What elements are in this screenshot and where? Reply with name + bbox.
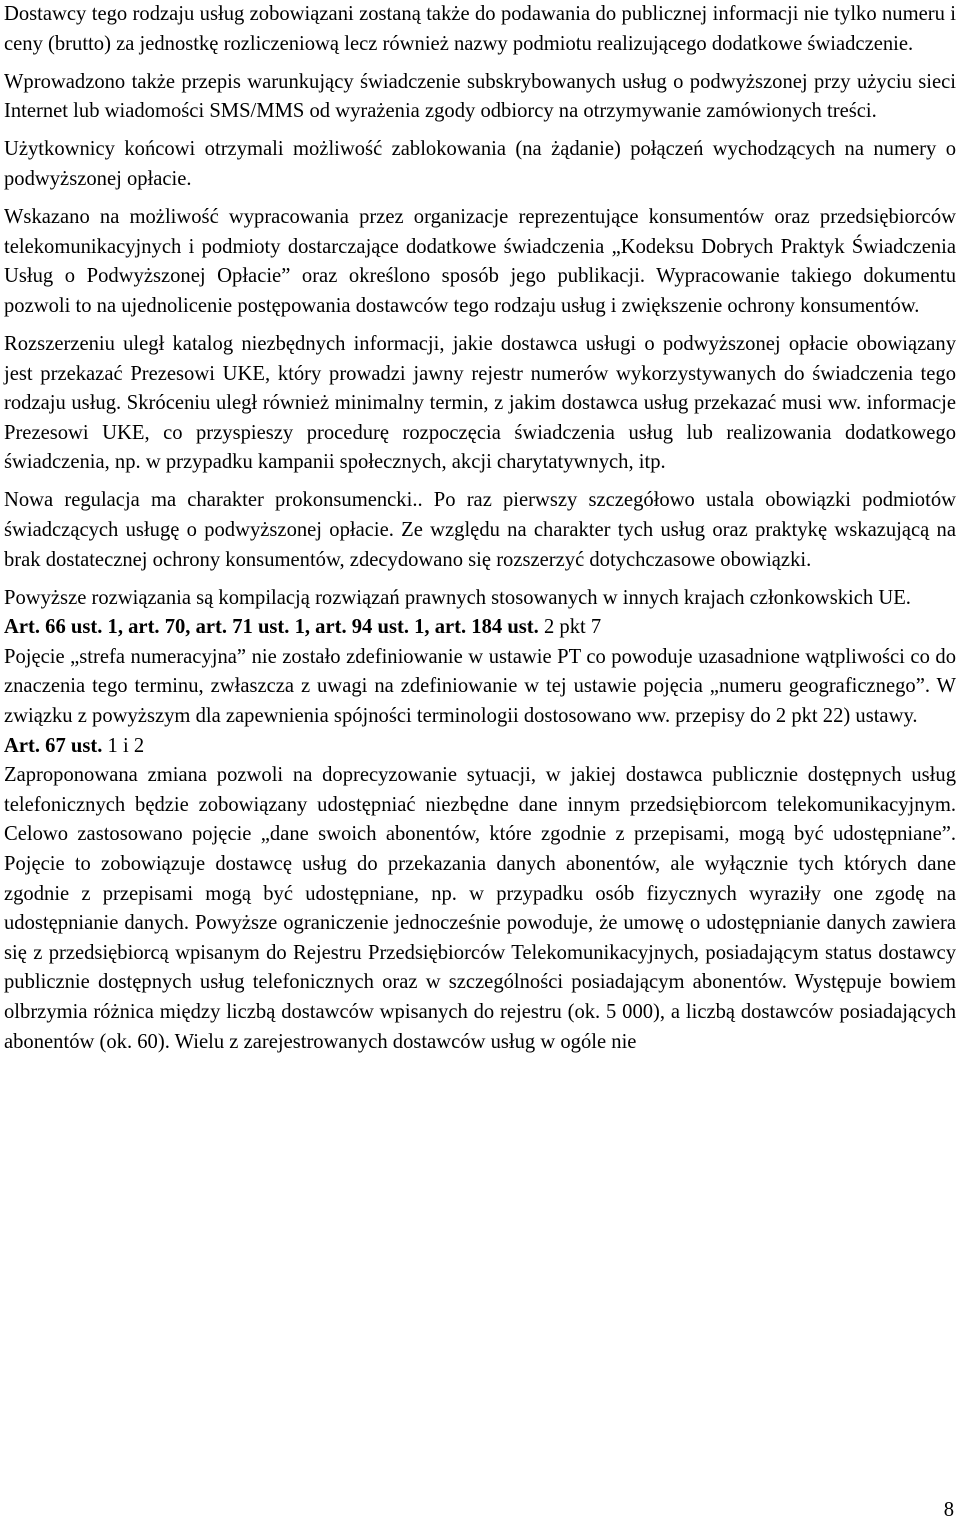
document-page [4, 0, 956, 1057]
paragraph-code-of-practice: Wskazano na możliwość wypracowania przez organizacje reprezentujące konsumentów oraz przedsiębiorców telekomunikacyjnych i podmioty dostarczające dodatkowe świadczenia „Kodeksu Dobrych Praktyk Świadczenia Usług o Podwyższonej Opłacie” oraz określono sposób jego publikacji. Wypracowanie takiego dokumentu pozwoli to na ujednolicenie postępowania dostawców tego rodzaju usług i zwiększenie ochrony konsumentów. [4, 206, 956, 317]
section-heading-art-67 [4, 732, 956, 762]
paragraph-subscription-consent: Wprowadzono także przepis warunkujący świadczenie subskrybowanych usług o podwyższonej przy użyciu sieci Internet lub wiadomości SMS/MMS od wyrażenia zgody odbiorcy na otrzymywanie zamówionych treści. [4, 70, 956, 123]
section-heading-art-67-rest: 1 i 2 [102, 734, 145, 757]
section-heading-art-66-bold: Art. 66 ust. 1, art. 70, art. 71 ust. 1, art. 94 ust. 1, art. 184 ust. [4, 616, 539, 639]
paragraph-numbering-zone: Pojęcie „strefa numeracyjna” nie zostało zdefiniowanie w ustawie PT co powoduje uzasadnione wątpliwości co do znaczenia tego terminu, zwłaszcza z uwagi na zdefiniowanie w tej ustawie pojęcia „numeru geograficznego”. W związku z powyższym dla zapewnienia spójności terminologii dostosowano ww. przepisy do 2 pkt 22) ustawy. [4, 645, 956, 728]
paragraph-call-blocking: Użytkownicy końcowi otrzymali możliwość zablokowania (na żądanie) połączeń wychodzących na numery o podwyższonej opłacie. [4, 138, 956, 190]
paragraph-subscriber-data: Zaproponowana zmiana pozwoli na doprecyzowanie sytuacji, w jakiej dostawca publicznie dostępnych usług telefonicznych będzie zobowiązany udostępniać niezbędne dane innym przedsiębiorcom telekomunikacyjnym. Celowo zastosowano pojęcie „dane swoich abonentów, które zgodnie z przepisami, mogą być udostępniane”. Pojęcie to zobowiązuje dostawcę usług do przekazania danych abonentów, ale wyłącznie tych których dane zgodnie z przepisami mogą być udostępniane, np. w przypadku osób fizycznych wyraziły one zgodę na udostępnianie danych. Powyższe ograniczenie jednocześnie powoduje, że umowę o udostępnianie danych zawiera się z przedsiębiorcą wpisanym do Rejestru Przedsiębiorców Telekomunikacyjnych, posiadającym status dostawcy publicznie dostępnych usług telefonicznych oraz w szczególności posiadającym abonentów. Występuje bowiem olbrzymia różnica między liczbą dostawców wpisanych do rejestru (ok. 5 000), a liczbą dostawców posiadających abonentów (ok. 60). Wielu z zarejestrowanych dostawców usług w ogóle nie [4, 764, 956, 1053]
section-heading-art-67-bold: Art. 67 ust. [4, 734, 103, 757]
section-heading-art-66 [4, 613, 956, 643]
page-number: 8 [943, 1499, 954, 1521]
paragraph-eu-compilation: Powyższe rozwiązania są kompilacją rozwiązań prawnych stosowanych w innych krajach członkowskich UE. [4, 586, 911, 609]
section-heading-art-66-rest: 2 pkt 7 [538, 616, 602, 639]
paragraph-uke-register: Rozszerzeniu uległ katalog niezbędnych informacji, jakie dostawca usługi o podwyższonej opłacie obowiązany jest przekazać Prezesowi UKE, który prowadzi jawny rejestr numerów wykorzystywanych do świadczenia tego rodzaju usług. Skróceniu uległ również minimalny termin, z jakim dostawca usług przekazać musi ww. informacje Prezesowi UKE, co przyspieszy procedurę rozpoczęcia świadczenia usług lub realizowania dodatkowego świadczenia, np. w przypadku kampanii społecznych, akcji charytatywnych, itp. [4, 332, 956, 474]
paragraph-service-providers-info: Dostawcy tego rodzaju usług zobowiązani zostaną także do podawania do publicznej informacji nie tylko numeru i ceny (brutto) za jednostkę rozliczeniową lecz również nazwy podmiotu realizującego dodatkowe świadczenie. [4, 3, 956, 55]
paragraph-pro-consumer: Nowa regulacja ma charakter prokonsumencki.. Po raz pierwszy szczegółowo ustala obowiązki podmiotów świadczących usługę o podwyższonej opłacie. Ze względu na charakter tych usług oraz praktykę wskazującą na brak dostatecznej ochrony konsumentów, zdecydowano się rozszerzyć dotychczasowe obowiązki. [4, 489, 956, 571]
